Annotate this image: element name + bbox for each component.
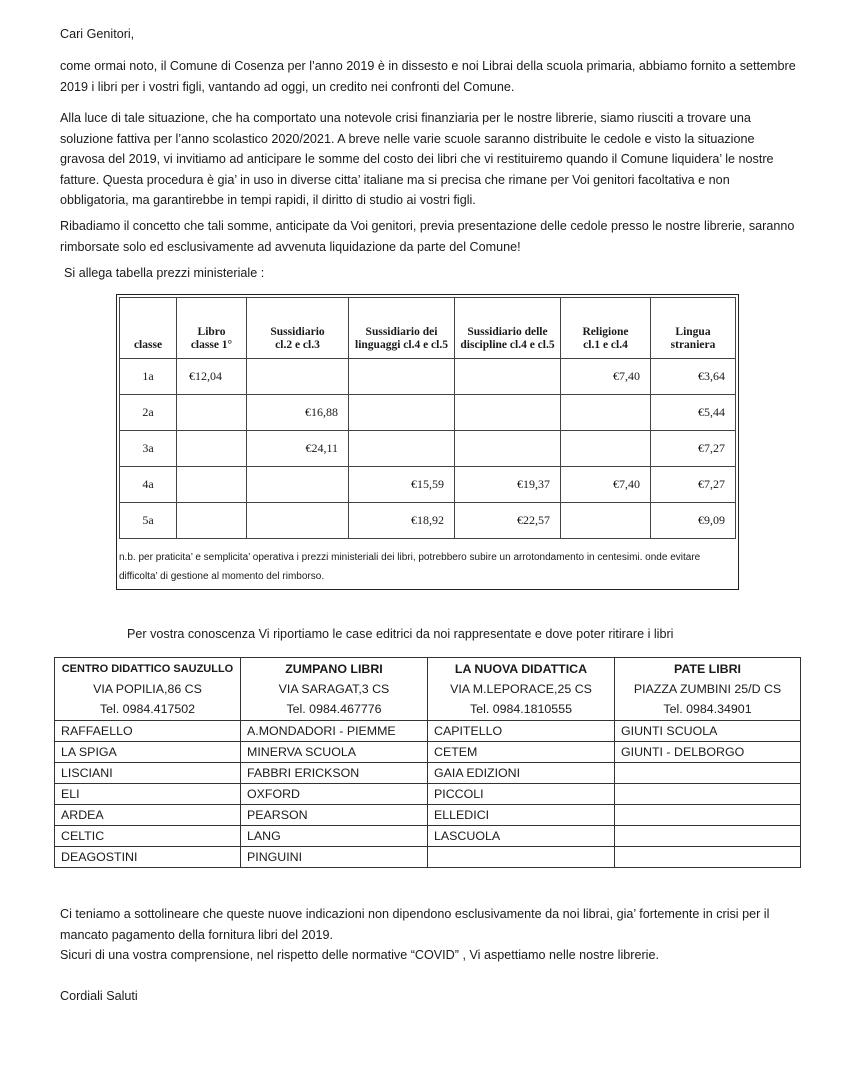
publishers-intro: Per vostra conoscenza Vi riportiamo le case editrici da noi rappresentate e dove poter ritirare i libri bbox=[127, 627, 674, 641]
publisher-cell: LASCUOLA bbox=[428, 826, 615, 847]
publisher-row bbox=[55, 784, 801, 805]
header-sussidiario-discipline: Sussidiario delle discipline cl.4 e cl.5 bbox=[455, 298, 561, 359]
publisher-cell: PICCOLI bbox=[428, 784, 615, 805]
publisher-cell: CELTIC bbox=[55, 826, 241, 847]
price-row-3a bbox=[120, 431, 736, 467]
price-cell: €16,88 bbox=[247, 395, 349, 431]
price-cell: €19,37 bbox=[455, 467, 561, 503]
signoff: Cordiali Saluti bbox=[60, 989, 138, 1003]
price-cell-class: 5a bbox=[120, 503, 177, 539]
closing-line-2: Sicuri di una vostra comprensione, nel rispetto delle normative “COVID” , Vi aspettiamo nelle nostre librerie. bbox=[60, 948, 659, 962]
publisher-cell bbox=[615, 847, 801, 868]
publisher-row bbox=[55, 805, 801, 826]
price-cell bbox=[349, 359, 455, 395]
price-cell-class: 3a bbox=[120, 431, 177, 467]
header-religione: Religione cl.1 e cl.4 bbox=[561, 298, 651, 359]
publisher-cell: CETEM bbox=[428, 742, 615, 763]
shop-nuova-didattica bbox=[428, 658, 615, 721]
publisher-cell: DEAGOSTINI bbox=[55, 847, 241, 868]
paragraph-credit: come ormai noto, il Comune di Cosenza per l’anno 2019 è in dissesto e noi Librai della scuola primaria, abbiamo fornito a settembre 2019 i libri per i vostri figli, vantando ad oggi, un credito nei confronti del Comune. bbox=[60, 59, 796, 94]
shop-address: VIA POPILIA,86 CS bbox=[93, 682, 202, 696]
price-cell bbox=[561, 431, 651, 467]
publisher-cell bbox=[428, 847, 615, 868]
price-cell bbox=[247, 359, 349, 395]
price-row-4a bbox=[120, 467, 736, 503]
publisher-cell bbox=[615, 784, 801, 805]
price-table-box bbox=[116, 294, 739, 590]
price-cell bbox=[349, 395, 455, 431]
header-libro-classe-1: Libro classe 1° bbox=[177, 298, 247, 359]
publisher-cell: CAPITELLO bbox=[428, 721, 615, 742]
price-cell bbox=[177, 395, 247, 431]
price-cell: €7,40 bbox=[561, 467, 651, 503]
publisher-cell: OXFORD bbox=[241, 784, 428, 805]
publisher-cell: LA SPIGA bbox=[55, 742, 241, 763]
publisher-cell: GAIA EDIZIONI bbox=[428, 763, 615, 784]
shop-name: ZUMPANO LIBRI bbox=[285, 662, 383, 676]
price-cell: €12,04 bbox=[177, 359, 247, 395]
price-cell bbox=[455, 395, 561, 431]
shop-phone: Tel. 0984.34901 bbox=[663, 702, 752, 716]
publisher-row bbox=[55, 826, 801, 847]
shop-phone: Tel. 0984.417502 bbox=[99, 702, 196, 716]
publisher-cell: GIUNTI SCUOLA bbox=[615, 721, 801, 742]
price-cell bbox=[349, 431, 455, 467]
price-cell: €9,09 bbox=[651, 503, 736, 539]
price-cell: €7,27 bbox=[651, 467, 736, 503]
paragraph-solution: Alla luce di tale situazione, che ha comportato una notevole crisi finanziaria per le nostre librerie, siamo riusciti a trovare una soluzione fattiva per l’anno scolastico 2020/2021. A breve nelle varie scuole saranno distribuite le cedole e visto la situazione gravosa del 2019, vi invitiamo ad anticipare le somme del costo dei libri che vi restituiremo quando il Comune liquidera’ le nostre fatture. Questa procedura è gia’ in uso in diverse citta’ italiane ma si precisa che rimane per Voi genitori facoltativa e non obbligatoria, ma garantirebbe in tempi rapidi, il diritto di studio ai vostri figli. bbox=[60, 111, 774, 207]
shop-address: PIAZZA ZUMBINI 25/D CS bbox=[633, 682, 782, 696]
price-table-header-row bbox=[120, 298, 736, 359]
header-lingua-straniera: Lingua straniera bbox=[651, 298, 736, 359]
publisher-cell: A.MONDADORI - PIEMME bbox=[241, 721, 428, 742]
publisher-cell: RAFFAELLO bbox=[55, 721, 241, 742]
closing-paragraph bbox=[60, 904, 800, 966]
price-table bbox=[119, 297, 736, 539]
publishers-table bbox=[54, 657, 801, 868]
price-row-2a bbox=[120, 395, 736, 431]
price-cell bbox=[455, 431, 561, 467]
publisher-cell: ELI bbox=[55, 784, 241, 805]
price-cell: €3,64 bbox=[651, 359, 736, 395]
price-cell bbox=[177, 503, 247, 539]
publisher-row bbox=[55, 847, 801, 868]
publisher-cell: PEARSON bbox=[241, 805, 428, 826]
price-cell-class: 2a bbox=[120, 395, 177, 431]
price-cell-class: 4a bbox=[120, 467, 177, 503]
header-sussidiario-linguaggi: Sussidiario dei linguaggi cl.4 e cl.5 bbox=[349, 298, 455, 359]
price-table-intro: Si allega tabella prezzi ministeriale : bbox=[64, 266, 265, 280]
price-cell: €24,11 bbox=[247, 431, 349, 467]
price-row-1a bbox=[120, 359, 736, 395]
publisher-cell: GIUNTI - DELBORGO bbox=[615, 742, 801, 763]
publisher-cell bbox=[615, 826, 801, 847]
price-cell bbox=[177, 467, 247, 503]
shop-name: PATE LIBRI bbox=[674, 662, 741, 676]
price-cell bbox=[561, 395, 651, 431]
price-cell: €7,40 bbox=[561, 359, 651, 395]
greeting: Cari Genitori, bbox=[60, 27, 135, 41]
publisher-cell: PINGUINI bbox=[241, 847, 428, 868]
publisher-cell bbox=[615, 805, 801, 826]
price-cell bbox=[247, 467, 349, 503]
shop-pate bbox=[615, 658, 801, 721]
shop-sauzullo bbox=[55, 658, 241, 721]
shop-zumpano bbox=[241, 658, 428, 721]
shop-name: LA NUOVA DIDATTICA bbox=[454, 662, 588, 676]
shop-address: VIA M.LEPORACE,25 CS bbox=[450, 682, 592, 696]
price-row-5a bbox=[120, 503, 736, 539]
shop-address: VIA SARAGAT,3 CS bbox=[278, 682, 390, 696]
price-cell-class: 1a bbox=[120, 359, 177, 395]
publisher-cell: ARDEA bbox=[55, 805, 241, 826]
price-cell: €7,27 bbox=[651, 431, 736, 467]
publisher-cell: FABBRI ERICKSON bbox=[241, 763, 428, 784]
header-sussidiario-2-3: Sussidiario cl.2 e cl.3 bbox=[247, 298, 349, 359]
publisher-row bbox=[55, 742, 801, 763]
price-cell bbox=[455, 359, 561, 395]
publisher-cell: ELLEDICI bbox=[428, 805, 615, 826]
publisher-row bbox=[55, 721, 801, 742]
publisher-cell: LISCIANI bbox=[55, 763, 241, 784]
publisher-row bbox=[55, 763, 801, 784]
publisher-cell bbox=[615, 763, 801, 784]
price-cell bbox=[561, 503, 651, 539]
shop-phone: Tel. 0984.467776 bbox=[286, 702, 382, 716]
shop-name: CENTRO DIDATTICO SAUZULLO bbox=[61, 663, 234, 675]
price-cell: €18,92 bbox=[349, 503, 455, 539]
price-cell: €15,59 bbox=[349, 467, 455, 503]
publisher-cell: MINERVA SCUOLA bbox=[241, 742, 428, 763]
publishers-header-row bbox=[55, 658, 801, 721]
header-classe: classe bbox=[120, 298, 177, 359]
price-cell bbox=[247, 503, 349, 539]
paragraph-reimbursement: Ribadiamo il concetto che tali somme, anticipate da Voi genitori, previa presentazione delle cedole presso le nostre librerie, saranno rimborsate solo ed esclusivamente ad avvenuta liquidazione da parte del Comune! bbox=[60, 219, 795, 254]
publisher-cell: LANG bbox=[241, 826, 428, 847]
closing-line-1: Ci teniamo a sottolineare che queste nuove indicazioni non dipendono esclusivamente da noi librai, gia’ fortemente in crisi per il mancato pagamento della fornitura libri del 2019. bbox=[60, 907, 770, 942]
price-cell bbox=[177, 431, 247, 467]
price-cell: €5,44 bbox=[651, 395, 736, 431]
price-table-note: n.b. per praticita’ e semplicita’ operativa i prezzi ministeriali dei libri, potrebbero subire un arrotondamento in centesimi. onde evitare difficolta’ di gestione al momento del rimborso. bbox=[119, 552, 701, 582]
price-cell: €22,57 bbox=[455, 503, 561, 539]
shop-phone: Tel. 0984.1810555 bbox=[470, 702, 572, 716]
